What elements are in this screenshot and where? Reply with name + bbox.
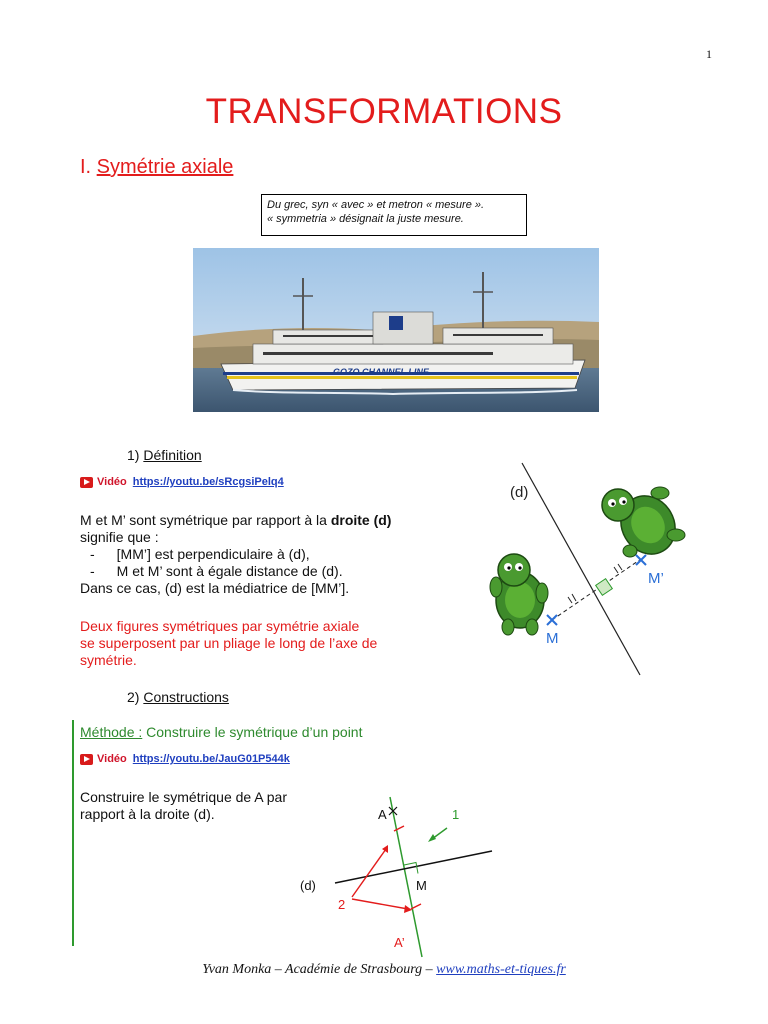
remark-line-3: symétrie.	[80, 652, 137, 668]
youtube-icon[interactable]	[80, 754, 93, 765]
method-bar	[72, 720, 74, 946]
definition-heading-label: Définition	[143, 447, 202, 463]
segment-mm	[552, 559, 641, 620]
right-angle-mark	[596, 579, 613, 596]
construction-axis-d	[335, 851, 492, 883]
bullet-2-text: M et M’ sont à égale distance de (d).	[116, 563, 343, 579]
ship-name: GOZO CHANNEL LINE	[333, 367, 429, 377]
page-number: 1	[706, 47, 712, 61]
ferry-illustration	[193, 248, 599, 412]
etymology-box	[261, 194, 527, 236]
point-m-cross	[547, 615, 557, 625]
footer-link[interactable]: www.maths-et-tiques.fr	[436, 962, 566, 977]
figure2-step2-label: 2	[338, 897, 346, 912]
instruction-line-1: Construire le symétrique de A par	[80, 789, 287, 805]
definition-remark	[80, 618, 440, 669]
definition-heading	[127, 447, 202, 463]
constructions-video-link[interactable]: https://youtu.be/JauG01P544k	[132, 753, 290, 765]
method-prefix: Méthode :	[80, 724, 143, 740]
definition-line-1-text: M et M’ sont symétrique par rapport à la	[80, 512, 331, 528]
method-title-text: Construire le symétrique d’un point	[142, 724, 363, 740]
turtle-right-icon	[602, 486, 686, 564]
perpendicular-line	[390, 797, 422, 957]
definition-bullet-1	[80, 546, 460, 563]
section-title	[80, 156, 233, 179]
definition-video-link[interactable]: https://youtu.be/sRcgsiPelq4	[132, 476, 284, 488]
figure1-mprime-label: M’	[648, 570, 664, 587]
symmetry-figure	[470, 455, 710, 685]
step2-arrow-down	[352, 899, 408, 909]
definition-video-line	[80, 476, 284, 488]
video-label: Vidéo	[97, 476, 127, 488]
construction-figure	[290, 795, 510, 960]
definition-line-3: Dans ce cas, (d) est la médiatrice de [MM’].	[80, 580, 350, 596]
constructions-number: 2)	[127, 689, 144, 705]
constructions-heading-label: Constructions	[143, 689, 229, 705]
figure1-d-label: (d)	[510, 484, 529, 501]
step2-arrowhead-down-icon	[404, 905, 412, 913]
point-mprime-cross	[636, 555, 646, 565]
definition-bullet-2	[80, 563, 460, 580]
figure2-d-label: (d)	[300, 878, 316, 893]
method-title	[80, 724, 363, 740]
bullet-1-text: [MM’] est perpendiculaire à (d),	[116, 546, 310, 562]
bullet-mark: -	[90, 563, 95, 579]
youtube-icon[interactable]	[80, 477, 93, 488]
instruction-line-2: rapport à la droite (d).	[80, 806, 215, 822]
section-label: Symétrie axiale	[96, 156, 234, 178]
remark-line-2: se superposent par un pliage le long de l’axe de	[80, 635, 378, 651]
definition-text	[80, 512, 460, 597]
turtle-left-icon	[490, 554, 548, 635]
page-title: TRANSFORMATIONS	[205, 92, 563, 131]
etymology-line-1: Du grec, syn « avec » et metron « mesure ».	[267, 199, 485, 211]
etymology-line-2: « symmetria » désignait la juste mesure.	[267, 213, 464, 225]
footer-text: Yvan Monka – Académie de Strasbourg –	[202, 962, 437, 977]
bullet-mark: -	[90, 546, 95, 562]
definition-line-1-bold: droite (d)	[330, 512, 392, 528]
section-number: I.	[80, 156, 97, 178]
figure2-a-label: A	[378, 807, 387, 822]
figure2-step1-label: 1	[452, 807, 460, 822]
step1-arrowhead-icon	[428, 834, 436, 842]
constructions-video-line	[80, 753, 290, 765]
definition-line-1	[80, 512, 460, 529]
ferry-photo	[193, 248, 599, 412]
video-label: Vidéo	[97, 753, 127, 765]
figure2-m-label: M	[416, 878, 427, 893]
footer	[0, 962, 768, 978]
remark-line-1: Deux figures symétriques par symétrie axiale	[80, 618, 360, 634]
definition-number: 1)	[127, 447, 144, 463]
definition-line-2: signifie que :	[80, 529, 159, 545]
step2-arrowhead-up-icon	[382, 845, 388, 853]
figure2-aprime-label: A’	[394, 935, 405, 950]
figure1-m-label: M	[546, 630, 559, 647]
constructions-heading	[127, 689, 229, 705]
